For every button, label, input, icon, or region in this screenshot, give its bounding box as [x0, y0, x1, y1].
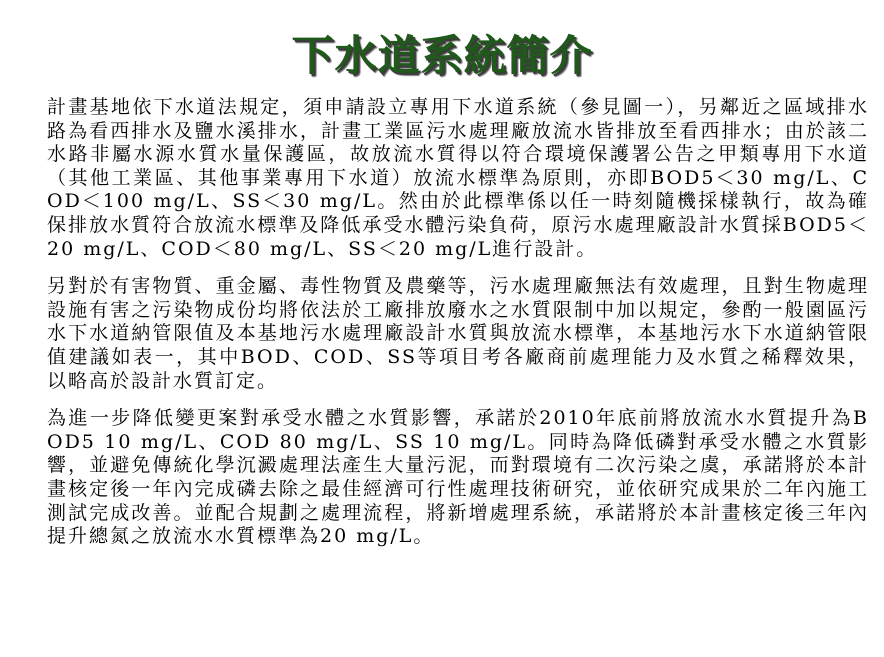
paragraph-hazardous-substances: 另對於有害物質、重金屬、毒性物質及農藥等，污水處理廠無法有效處理，且對生物處理設施有害之污染物成份均將依法於工廠排放廢水之水質限制中加以規定，參酌一般園區污水下水道納管限值及本基地污水處理廠設計水質與放流水標準，本基地污水下水道納管限值建議如表一，其中BOD、COD、SS等項目考各廠商前處理能力及水質之稀釋效果，以略高於設計水質訂定。: [47, 275, 869, 392]
paragraph-sewer-system-standards: 計畫基地依下水道法規定，須申請設立專用下水道系統（參見圖一），另鄰近之區域排水路為看西排水及鹽水溪排水，計畫工業區污水處理廠放流水皆排放至看西排水；由於該二水路非屬水源水質水量保護區，故放流水質得以符合環境保護署公告之甲類專用下水道（其他工業區、其他事業專用下水道）放流水標準為原則，亦即BOD5＜30 mg/L、COD＜100 mg/L、SS＜30 mg/L。然由於此標準係以任一時刻隨機採樣執行，故為確保排放水質符合放流水標準及降低承受水體污染負荷，原污水處理廠設計水質採BOD5＜20 mg/L、COD＜80 mg/L、SS＜20 mg/L進行設計。: [47, 96, 869, 260]
paragraph-improvement-commitments: 為進一步降低變更案對承受水體之水質影響，承諾於2010年底前將放流水水質提升為BOD5 10 mg/L、COD 80 mg/L、SS 10 mg/L。同時為降低磷對承受水體之水質影響，並避免傳統化學沉澱處理法產生大量污泥，而對環境有二次污染之虞，承諾將於本計畫核定後一年內完成磷去除之最佳經濟可行性處理技術研究，並依研究成果於二年內施工測試完成改善。並配合規劃之處理流程，將新增處理系統，承諾將於本計畫核定後三年內提升總氮之放流水水質標準為20 mg/L。: [47, 407, 869, 548]
slide-title: 下水道系統簡介: [291, 31, 593, 80]
slide-body: [47, 96, 869, 549]
